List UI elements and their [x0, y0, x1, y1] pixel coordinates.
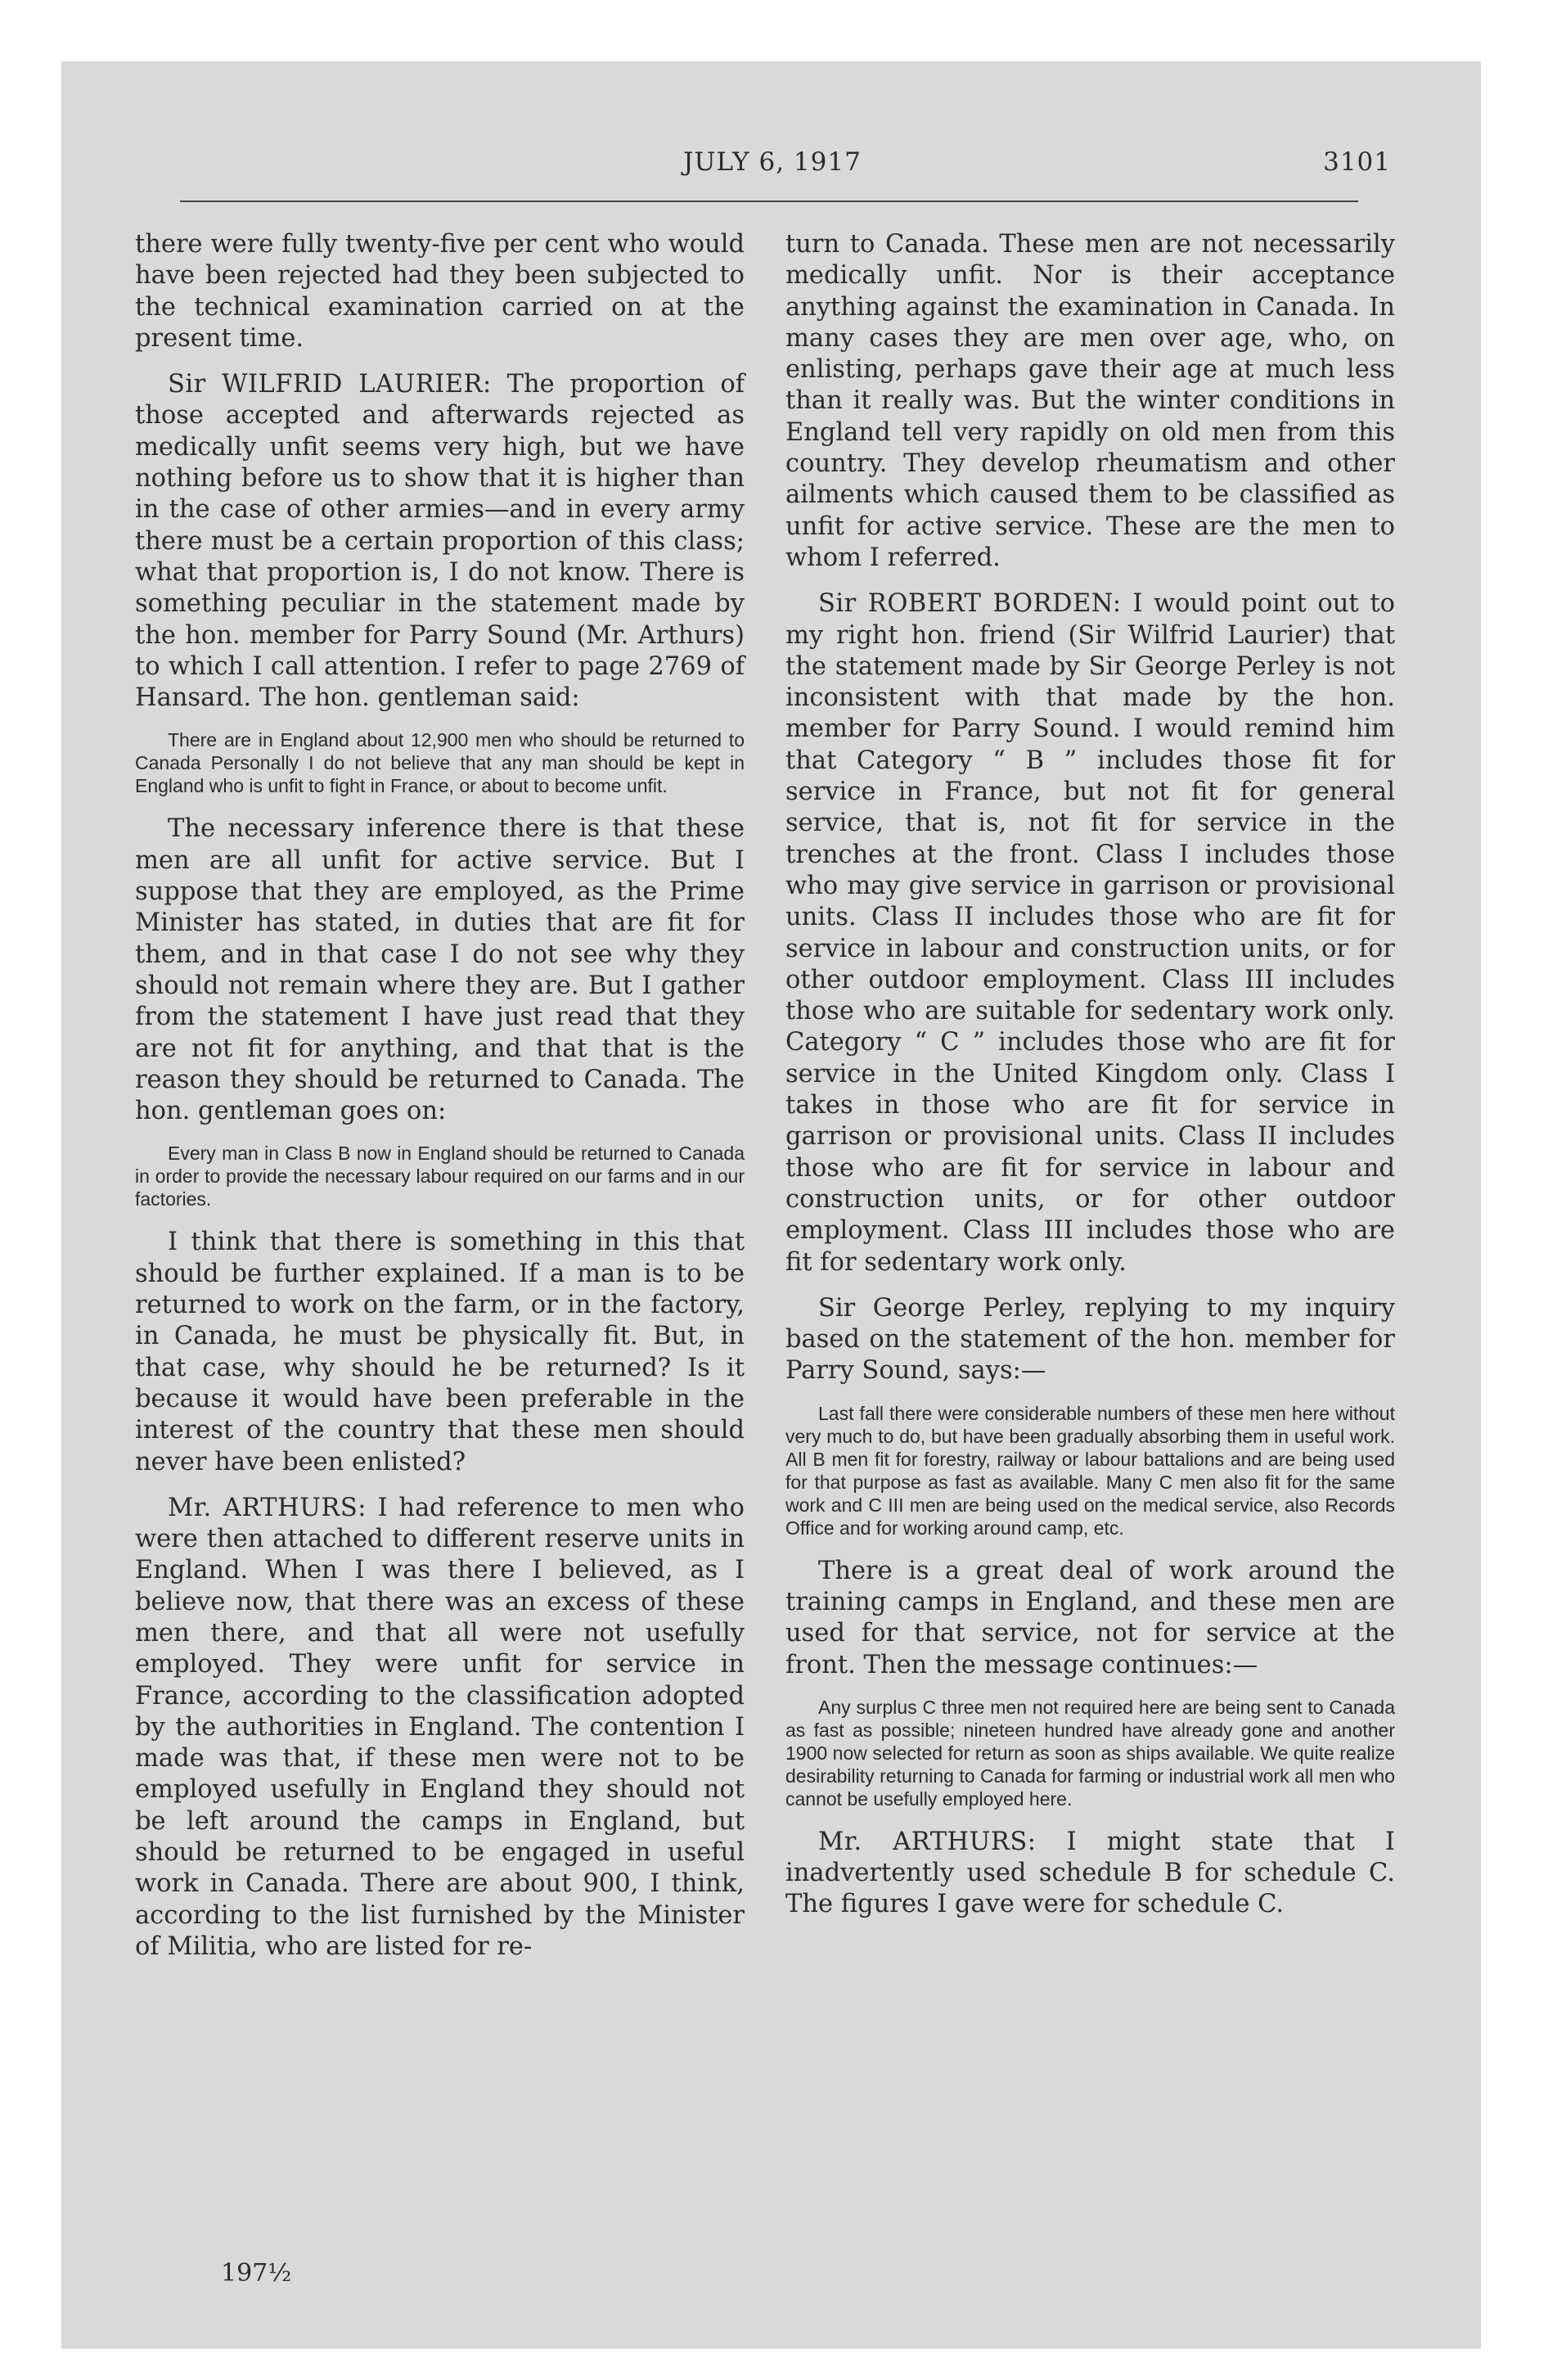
paragraph	[785, 1827, 1395, 1921]
header-date: JULY 6, 1917	[683, 147, 862, 177]
quoted-passage	[785, 1402, 1395, 1539]
paragraph-text: Sir George Perley, replying to my inquiry based on the statement of the hon. member for Parry Sound, says:—	[785, 1293, 1395, 1386]
paragraph-text: The necessary inference there is that these men are all unfit for active service. But I suppose that they are employed, as the Prime Minister has stated, in duties that are fit for them, and in that case I do not see why they should not remain where they are. But I gather from the statement I have just read that they are not fit for anything, and that that is the reason they should be returned to Canada. The hon. gentleman goes on:	[135, 814, 745, 1126]
paragraph	[135, 814, 745, 1127]
paragraph	[785, 588, 1395, 1278]
paragraph-text: there were fully twenty-five per cent who would have been rejected had they been subjected to the technical examination carried on at the present time.	[135, 230, 745, 353]
header-rule	[180, 201, 1358, 202]
right-column	[785, 229, 1395, 1936]
paragraph-text: I might state that I inadvertently used schedule B for schedule C. The figures I gave were for schedule C.	[785, 1827, 1395, 1919]
quoted-passage	[135, 1142, 745, 1210]
speaker-name: Sir WILFRID LAURIER:	[168, 370, 492, 399]
speaker-name: Sir ROBERT BORDEN:	[818, 589, 1122, 619]
paragraph-text: turn to Canada. These men are not necessarily medically unfit. Nor is their acceptance anything against the examination in Canada. In many cases they are men over age, who, on enlisting, perhaps gave their age at much less than it really was. But the winter conditions in England tell very rapidly on old men from this country. They develop rheumatism and other ailments which caused them to be classified as unfit for active service. These are the men to whom I referred.	[785, 230, 1395, 572]
paragraph-text: Last fall there were considerable numbers of these men here without very much to do, but have been gradually absorbing them in useful work. All B men fit for forestry, railway or labour battalions and are being used for that purpose as fast as available. Many C men also fit for the same work and C III men are being used on the medical service, also Records Office and for working around camp, etc.	[785, 1402, 1395, 1539]
paragraph-text: Any surplus C three men not required here are being sent to Canada as fast as possible; nineteen hundred have already gone and another 1900 now selected for return as soon as ships available. We quite realize desirability returning to Canada for farming or industrial work all men who cannot be usefully employed here.	[785, 1696, 1395, 1810]
signature-mark: 197½	[221, 2259, 292, 2288]
left-column	[135, 229, 745, 1977]
hansard-page	[61, 61, 1481, 2349]
paragraph	[135, 229, 745, 354]
paragraph	[135, 369, 745, 714]
paragraph-text: I would point out to my right hon. friend (Sir Wilfrid Laurier) that the statement made by Sir George Perley is not inconsistent with that made by the hon. member for Parry Sound. I would remind him that Category “ B ” includes those fit for service in France, but not fit for general service, that is, not fit for service in the trenches at the front. Class I includes those who may give service in garrison or provisional units. Class II includes those who are fit for service in labour and construction units, or for other outdoor employment. Class III includes those who are suitable for sedentary work only. Category “ C ” includes those who are fit for service in the United Kingdom only. Class I takes in those who are fit for service in garrison or provisional units. Class II includes those who are fit for service in labour and construction units, or for other outdoor employment. Class III includes those who are fit for sedentary work only.	[785, 589, 1395, 1277]
paragraph-text: Every man in Class B now in England should be returned to Canada in order to provide the necessary labour required on our farms and in our factories.	[135, 1143, 745, 1210]
quoted-passage	[785, 1696, 1395, 1810]
paragraph	[785, 229, 1395, 574]
speaker-name: Mr. ARTHURS:	[168, 1493, 367, 1522]
header-page-number: 3101	[1323, 147, 1391, 177]
quoted-passage	[135, 728, 745, 797]
paragraph-text: The proportion of those accepted and afterwards rejected as medically unfit seems very high, but we have nothing before us to show that it is higher than in the case of other armies—and in every army there must be a certain proportion of this class; what that proportion is, I do not know. There is something peculiar in the statement made by the hon. member for Parry Sound (Mr. Arthurs) to which I call attention. I refer to page 2769 of Hansard. The hon. gentleman said:	[135, 370, 745, 713]
speaker-name: Mr. ARTHURS:	[818, 1827, 1037, 1856]
paragraph-text: I had reference to men who were then attached to different reserve units in England. When I was there I believed, as I believe now, that there was an excess of these men there, and that all were not usefully employed. They were unfit for service in France, according to the classification adopted by the authorities in England. The contention I made was that, if these men were not to be employed usefully in England they should not be left around the camps in England, but should be returned to be engaged in useful work in Canada. There are about 900, I think, according to the list furnished by the Minister of Militia, who are listed for re-	[135, 1493, 745, 1961]
paragraph	[135, 1227, 745, 1477]
paragraph-text: I think that there is something in this that should be further explained. If a man is to be returned to work on the farm, or in the factory, in Canada, he must be physically fit. But, in that case, why should he be returned? Is it because it would have been preferable in the interest of the country that these men should never have been enlisted?	[135, 1228, 745, 1476]
paragraph	[785, 1556, 1395, 1681]
paragraph-text: There are in England about 12,900 men who should be returned to Canada Personally I do not believe that any man should be kept in England who is unfit to fight in France, or about to become unfit.	[135, 729, 745, 797]
paragraph	[135, 1493, 745, 1963]
paragraph	[785, 1293, 1395, 1387]
page-header	[61, 147, 1481, 188]
paragraph-text: There is a great deal of work around the training camps in England, and these men are used for that service, not for service at the front. Then the message continues:—	[785, 1556, 1395, 1679]
